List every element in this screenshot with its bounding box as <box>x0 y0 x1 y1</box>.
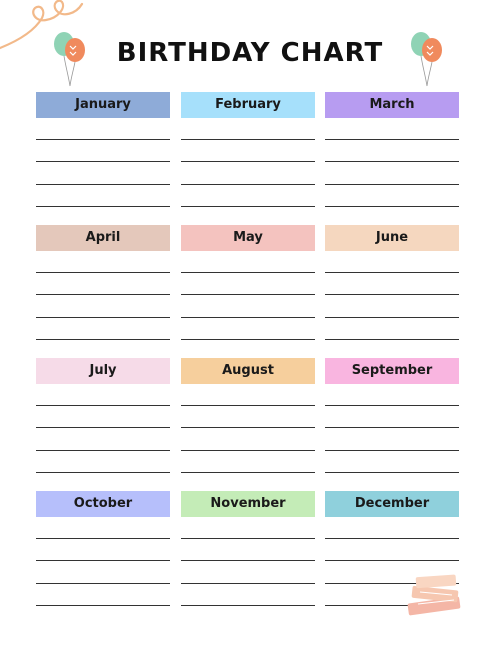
month-header: May <box>181 225 315 251</box>
entry-line[interactable] <box>181 184 315 185</box>
entry-line[interactable] <box>36 272 170 273</box>
entry-line[interactable] <box>181 538 315 539</box>
month-block-april <box>36 225 170 355</box>
entry-line[interactable] <box>181 272 315 273</box>
month-block-september <box>325 358 459 488</box>
month-header: July <box>36 358 170 384</box>
entry-line[interactable] <box>36 583 170 584</box>
page-title: BIRTHDAY CHART <box>116 38 384 68</box>
entry-line[interactable] <box>325 161 459 162</box>
entry-line[interactable] <box>36 605 170 606</box>
entry-line[interactable] <box>325 472 459 473</box>
month-block-january <box>36 92 170 222</box>
entry-line[interactable] <box>325 450 459 451</box>
entry-line[interactable] <box>181 139 315 140</box>
entry-line[interactable] <box>325 339 459 340</box>
entry-line[interactable] <box>325 272 459 273</box>
entry-line[interactable] <box>36 317 170 318</box>
entry-line[interactable] <box>181 294 315 295</box>
entry-line[interactable] <box>325 317 459 318</box>
month-block-february <box>181 92 315 222</box>
entry-line[interactable] <box>36 139 170 140</box>
month-block-may <box>181 225 315 355</box>
entry-line[interactable] <box>36 427 170 428</box>
entry-line[interactable] <box>36 450 170 451</box>
entry-line[interactable] <box>181 206 315 207</box>
entry-line[interactable] <box>181 339 315 340</box>
entry-line[interactable] <box>181 560 315 561</box>
entry-line[interactable] <box>325 294 459 295</box>
month-block-july <box>36 358 170 488</box>
month-block-august <box>181 358 315 488</box>
entry-line[interactable] <box>181 161 315 162</box>
entry-line[interactable] <box>36 560 170 561</box>
entry-line[interactable] <box>36 206 170 207</box>
entry-line[interactable] <box>36 538 170 539</box>
month-block-june <box>325 225 459 355</box>
entry-line[interactable] <box>36 472 170 473</box>
books-stack-icon <box>404 570 466 618</box>
month-header: October <box>36 491 170 517</box>
month-header: August <box>181 358 315 384</box>
month-header: November <box>181 491 315 517</box>
month-header: February <box>181 92 315 118</box>
entry-line[interactable] <box>36 405 170 406</box>
entry-line[interactable] <box>36 161 170 162</box>
entry-line[interactable] <box>325 405 459 406</box>
entry-line[interactable] <box>181 427 315 428</box>
month-block-november <box>181 491 315 621</box>
entry-line[interactable] <box>325 184 459 185</box>
entry-line[interactable] <box>181 450 315 451</box>
entry-line[interactable] <box>181 405 315 406</box>
entry-line[interactable] <box>181 317 315 318</box>
month-block-march <box>325 92 459 222</box>
entry-line[interactable] <box>36 294 170 295</box>
entry-line[interactable] <box>325 206 459 207</box>
entry-line[interactable] <box>36 339 170 340</box>
entry-line[interactable] <box>36 184 170 185</box>
entry-line[interactable] <box>325 139 459 140</box>
entry-line[interactable] <box>181 605 315 606</box>
entry-line[interactable] <box>181 472 315 473</box>
entry-line[interactable] <box>325 560 459 561</box>
entry-line[interactable] <box>325 538 459 539</box>
month-header: January <box>36 92 170 118</box>
entry-line[interactable] <box>181 583 315 584</box>
month-header: September <box>325 358 459 384</box>
month-header: June <box>325 225 459 251</box>
month-header: March <box>325 92 459 118</box>
month-header: April <box>36 225 170 251</box>
month-block-october <box>36 491 170 621</box>
month-header: December <box>325 491 459 517</box>
entry-line[interactable] <box>325 427 459 428</box>
